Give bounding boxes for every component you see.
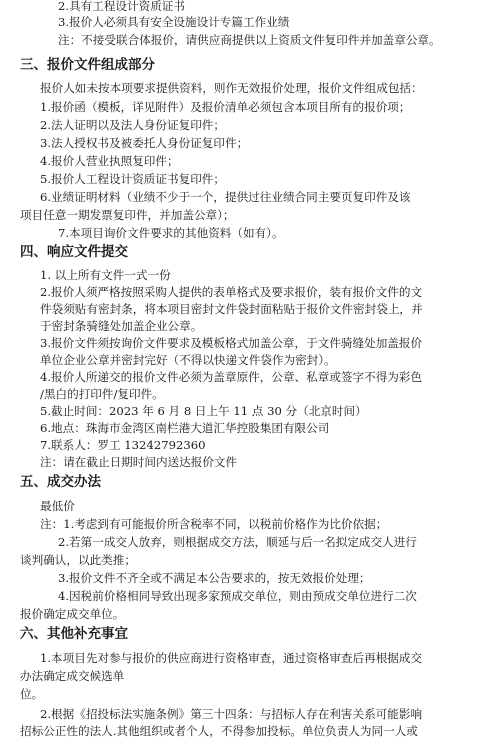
text-line: 4.因税前价格相同导致出现多家预成交单位，则由预成交单位进行二次 (58, 589, 417, 603)
text-line: 项目任意一期发票复印件，并加盖公章）； (20, 208, 235, 222)
text-line: 报价确定成交单位。 (20, 607, 125, 621)
section-heading: 五、成交办法 (20, 474, 101, 490)
text-line: 谈判确认，以此类推； (20, 553, 136, 567)
text-line: 3.报价文件须按询价文件要求及模板格式加盖公章，于文件骑缝处加盖报价 (40, 336, 423, 350)
text-line: 招标公正性的法人.其他组织或者个人，不得参加投标。单位负责人为同一人或 (20, 724, 418, 738)
text-line: 单位企业公章并密封完好（不得以快递文件袋作为密封）。 (40, 353, 336, 367)
text-line: 2.具有工程设计资质证书 (58, 0, 185, 13)
text-line: 注：请在截止日期时间内送达报价文件 (40, 455, 238, 469)
text-line: 3.报价文件不齐全或不满足本公告要求的，按无效报价处理； (58, 571, 371, 585)
text-line: 注：1.考虑到有可能报价所含税率不同，以税前价格作为比价依据； (40, 517, 388, 531)
text-line: 7.联系人：罗工 13242792360 (40, 438, 206, 452)
text-line: 4.报价人所递交的报价文件必须为盖章原件，公章、私章或签字不得为彩色 (40, 370, 423, 384)
text-line: 5.截止时间：2023 年 6 月 8 日上午 11 点 30 分（北京时间） (40, 404, 367, 418)
text-line: 7.本项目询价文件要求的其他资料（如有）。 (58, 226, 284, 240)
text-line: 注：不接受联合体报价，请供应商提供以上资质文件复印件并加盖章公章。 (58, 33, 441, 47)
text-line: 2.若第一成交人放弃，则根据成交方法，顺延与后一名拟定成交人进行 (58, 535, 417, 549)
section-heading: 四、响应文件提交 (20, 244, 128, 260)
text-line: 6.业绩证明材料（业绩不少于一个，提供过往业绩合同主要页复印件及该 (40, 190, 411, 204)
text-line: 于密封条骑缝处加盖企业公章。 (40, 319, 203, 333)
text-line: 2.法人证明以及法人身份证复印件； (40, 118, 225, 132)
text-line: 2.根据《招投标法实施条例》第三十四条：与招标人存在利害关系可能影响 (40, 707, 423, 721)
text-line: 1.报价函（模板，详见附件）及报价清单必须包含本项目所有的报价项； (40, 100, 411, 114)
section-heading: 六、其他补充事宜 (20, 626, 128, 642)
text-line: 2.报价人须严格按照采购人提供的表单格式及要求报价，装有报价文件的文 (40, 285, 423, 299)
text-line: 4.报价人营业执照复印件； (40, 154, 179, 168)
text-line: 件袋须贴有密封条，将本项目密封文件袋封面粘贴于报价文件密封袋上，并 (40, 302, 423, 316)
text-line: 5.报价人工程设计资质证书复印件； (40, 172, 225, 186)
text-line: 位。 (20, 687, 44, 701)
text-line: 1. 以上所有文件一式一份 (40, 268, 171, 282)
text-line: 1.本项目先对参与报价的供应商进行资格审查，通过资格审查后再根据成交 (40, 651, 423, 665)
text-line: /黑白的打印件/复印件。 (40, 387, 164, 401)
text-line: 最低价 (40, 499, 75, 513)
section-heading: 三、报价文件组成部分 (20, 57, 155, 73)
text-line: 报价人如未按本项要求提供资料，则作无效报价处理，报价文件组成包括： (40, 81, 423, 95)
text-line: 办法确定成交候选单 (20, 669, 125, 683)
text-line: 6.地点：珠海市金湾区南栏港大道汇华控股集团有限公司 (40, 421, 330, 435)
text-line: 3.法人授权书及被委托人身份证复印件； (40, 136, 249, 150)
text-line: 3.报价人必须具有安全设施设计专篇工作业绩 (58, 15, 290, 29)
